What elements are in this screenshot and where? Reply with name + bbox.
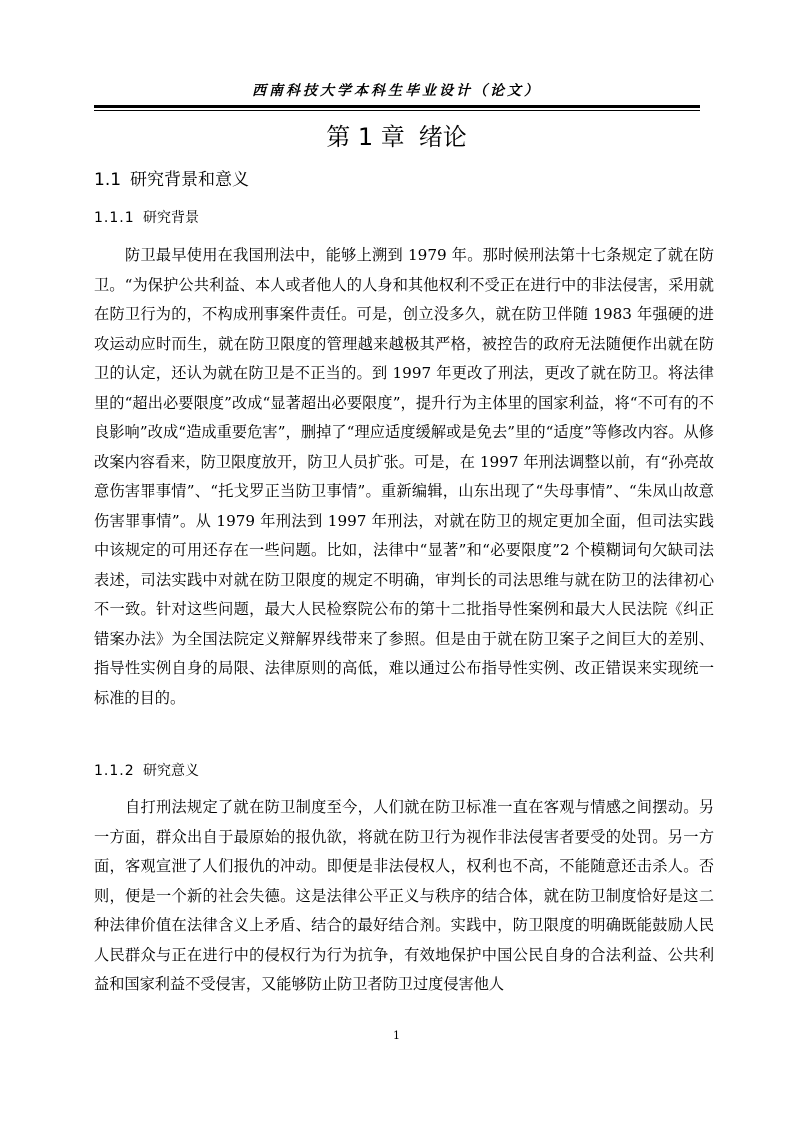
subsection-number: 1.1.1 [94, 210, 135, 226]
section-number: 1.1 [94, 170, 122, 190]
subsection-number: 1.1.2 [94, 763, 135, 779]
subsection-title: 研究意义 [143, 763, 199, 779]
header-rule-thick [94, 105, 700, 108]
body-paragraph-background: 防卫最早使用在我国刑法中，能够上溯到 1979 年。那时候刑法第十七条规定了就在防卫。“为保护公共利益、本人或者他人的人身和其他权利不受正在进行中的非法侵害，采用就在防卫行为的，不构成刑事案件责任。可是，创立没多久，就在防卫伴随 1983 年强硬的进攻运动应时而生，就在防卫限度的管理越来越极其严格，被控告的政府无法随便作出就在防卫的认定，还认为就在防卫是不正当的。到 1997 年更改了刑法，更改了就在防卫。将法律里的“超出必要限度”改成“显著超出必要限度”，提升行为主体里的国家利益，将“不可有的不良影响”改成“造成重要危害”，删掉了“理应适度缓解或是免去”里的“适度”等修改内容。从修改案内容看来，防卫限度放开，防卫人员扩张。可是，在 1997 年刑法调整以前，有“孙亮故意伤害罪事情”、“托戈罗正当防卫事情”。重新编辑，山东出现了“失母事情”、“朱凤山故意伤害罪事情”。从 1979 年刑法到 1997 年刑法，对就在防卫的规定更加全面，但司法实践中该规定的可用还存在一些问题。比如，法律中“显著”和“必要限度”2 个模糊词句欠缺司法表述，司法实践中对就在防卫限度的规定不明确，审判长的司法思维与就在防卫的法律初心不一致。针对这些问题，最大人民检察院公布的第十二批指导性案例和最大人民法院《纠正错案办法》为全国法院定义辩解界线带来了参照。但是由于就在防卫案子之间巨大的差别、指导性实例自身的局限、法律原则的高低，难以通过公布指导性实例、改正错误来实现统一标准的目的。 [94, 246, 714, 707]
chapter-heading [0, 121, 793, 153]
page-number: 1 [393, 1029, 400, 1042]
chapter-number: 第 1 章 [326, 123, 405, 151]
subsection-title: 研究背景 [143, 210, 199, 226]
section-title: 研究背景和意义 [130, 170, 249, 190]
body-paragraph-significance: 自打刑法规定了就在防卫制度至今，人们就在防卫标准一直在客观与情感之间摆动。另一方面，群众出自于最原始的报仇欲，将就在防卫行为视作非法侵害者要受的处罚。另一方面，客观宣泄了人们报仇的冲动。即便是非法侵权人，权利也不高，不能随意还击杀人。否则，便是一个新的社会失德。这是法律公平正义与秩序的结合体，就在防卫制度恰好是这二种法律价值在法律含义上矛盾、结合的最好结合剂。实践中，防卫限度的明确既能鼓励人民人民群众与正在进行中的侵权行为行为抗争，有效地保护中国公民自身的合法利益、公共利益和国家利益不受侵害，又能够防止防卫者防卫过度侵害他人 [94, 798, 714, 993]
subsection-heading-background [94, 208, 199, 228]
header-rule-thin [94, 110, 700, 111]
subsection-heading-significance [94, 761, 199, 781]
section-heading [94, 168, 249, 192]
chapter-title: 绪论 [418, 123, 467, 151]
running-header: 西南科技大学本科生毕业设计（论文） [252, 83, 541, 99]
